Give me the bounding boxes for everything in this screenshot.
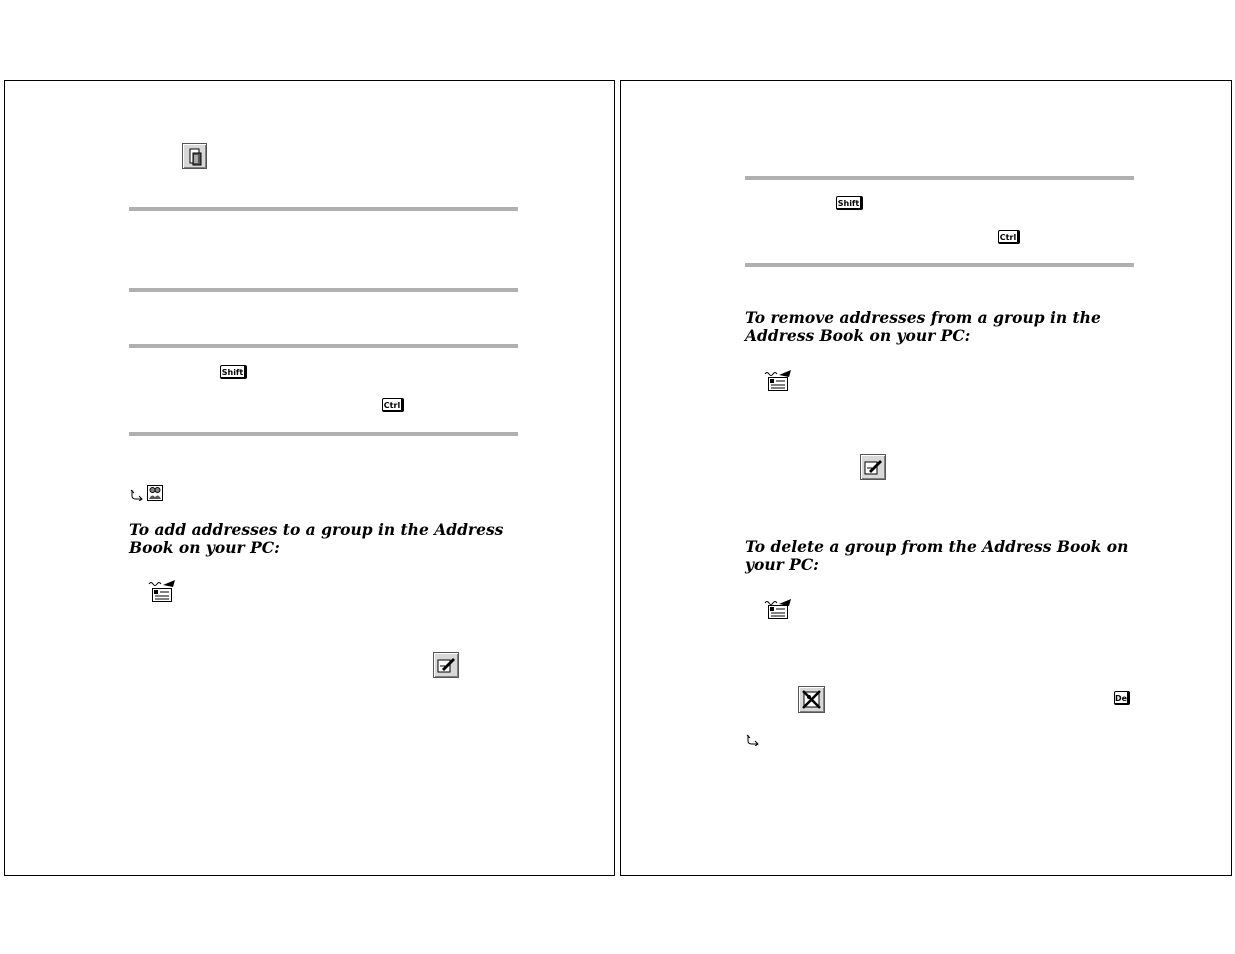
delete-group-icon [798, 686, 825, 713]
edit-group-icon [860, 454, 886, 480]
divider-rule [129, 432, 518, 436]
divider-rule [745, 263, 1134, 267]
divider-rule [745, 176, 1134, 180]
remove-addresses-heading: To remove addresses from a group in the Address Book on your PC: [745, 308, 1101, 345]
divider-rule [129, 344, 518, 348]
shift-key-icon: Shift [836, 196, 863, 210]
delete-group-heading: To delete a group from the Address Book on your PC: [745, 537, 1129, 574]
divider-rule [129, 288, 518, 292]
edit-group-icon [433, 652, 459, 678]
add-addresses-heading: To add addresses to a group in the Address Book on your PC: [129, 520, 504, 557]
group-contacts-icon [147, 485, 163, 505]
divider-rule [129, 207, 518, 211]
right-page [620, 80, 1232, 876]
address-card-icon [152, 587, 172, 607]
phonebook-icon [182, 143, 207, 169]
left-page [4, 80, 615, 876]
address-card-icon [768, 604, 788, 624]
ctrl-key-icon: Ctrl [998, 230, 1020, 244]
tap-arrow-icon [130, 486, 144, 505]
tap-arrow-icon [746, 731, 760, 750]
shift-key-icon: Shift [220, 365, 247, 379]
ctrl-key-icon: Ctrl [382, 398, 404, 412]
del-key-icon: Del [1114, 691, 1130, 705]
address-card-icon [768, 376, 788, 396]
